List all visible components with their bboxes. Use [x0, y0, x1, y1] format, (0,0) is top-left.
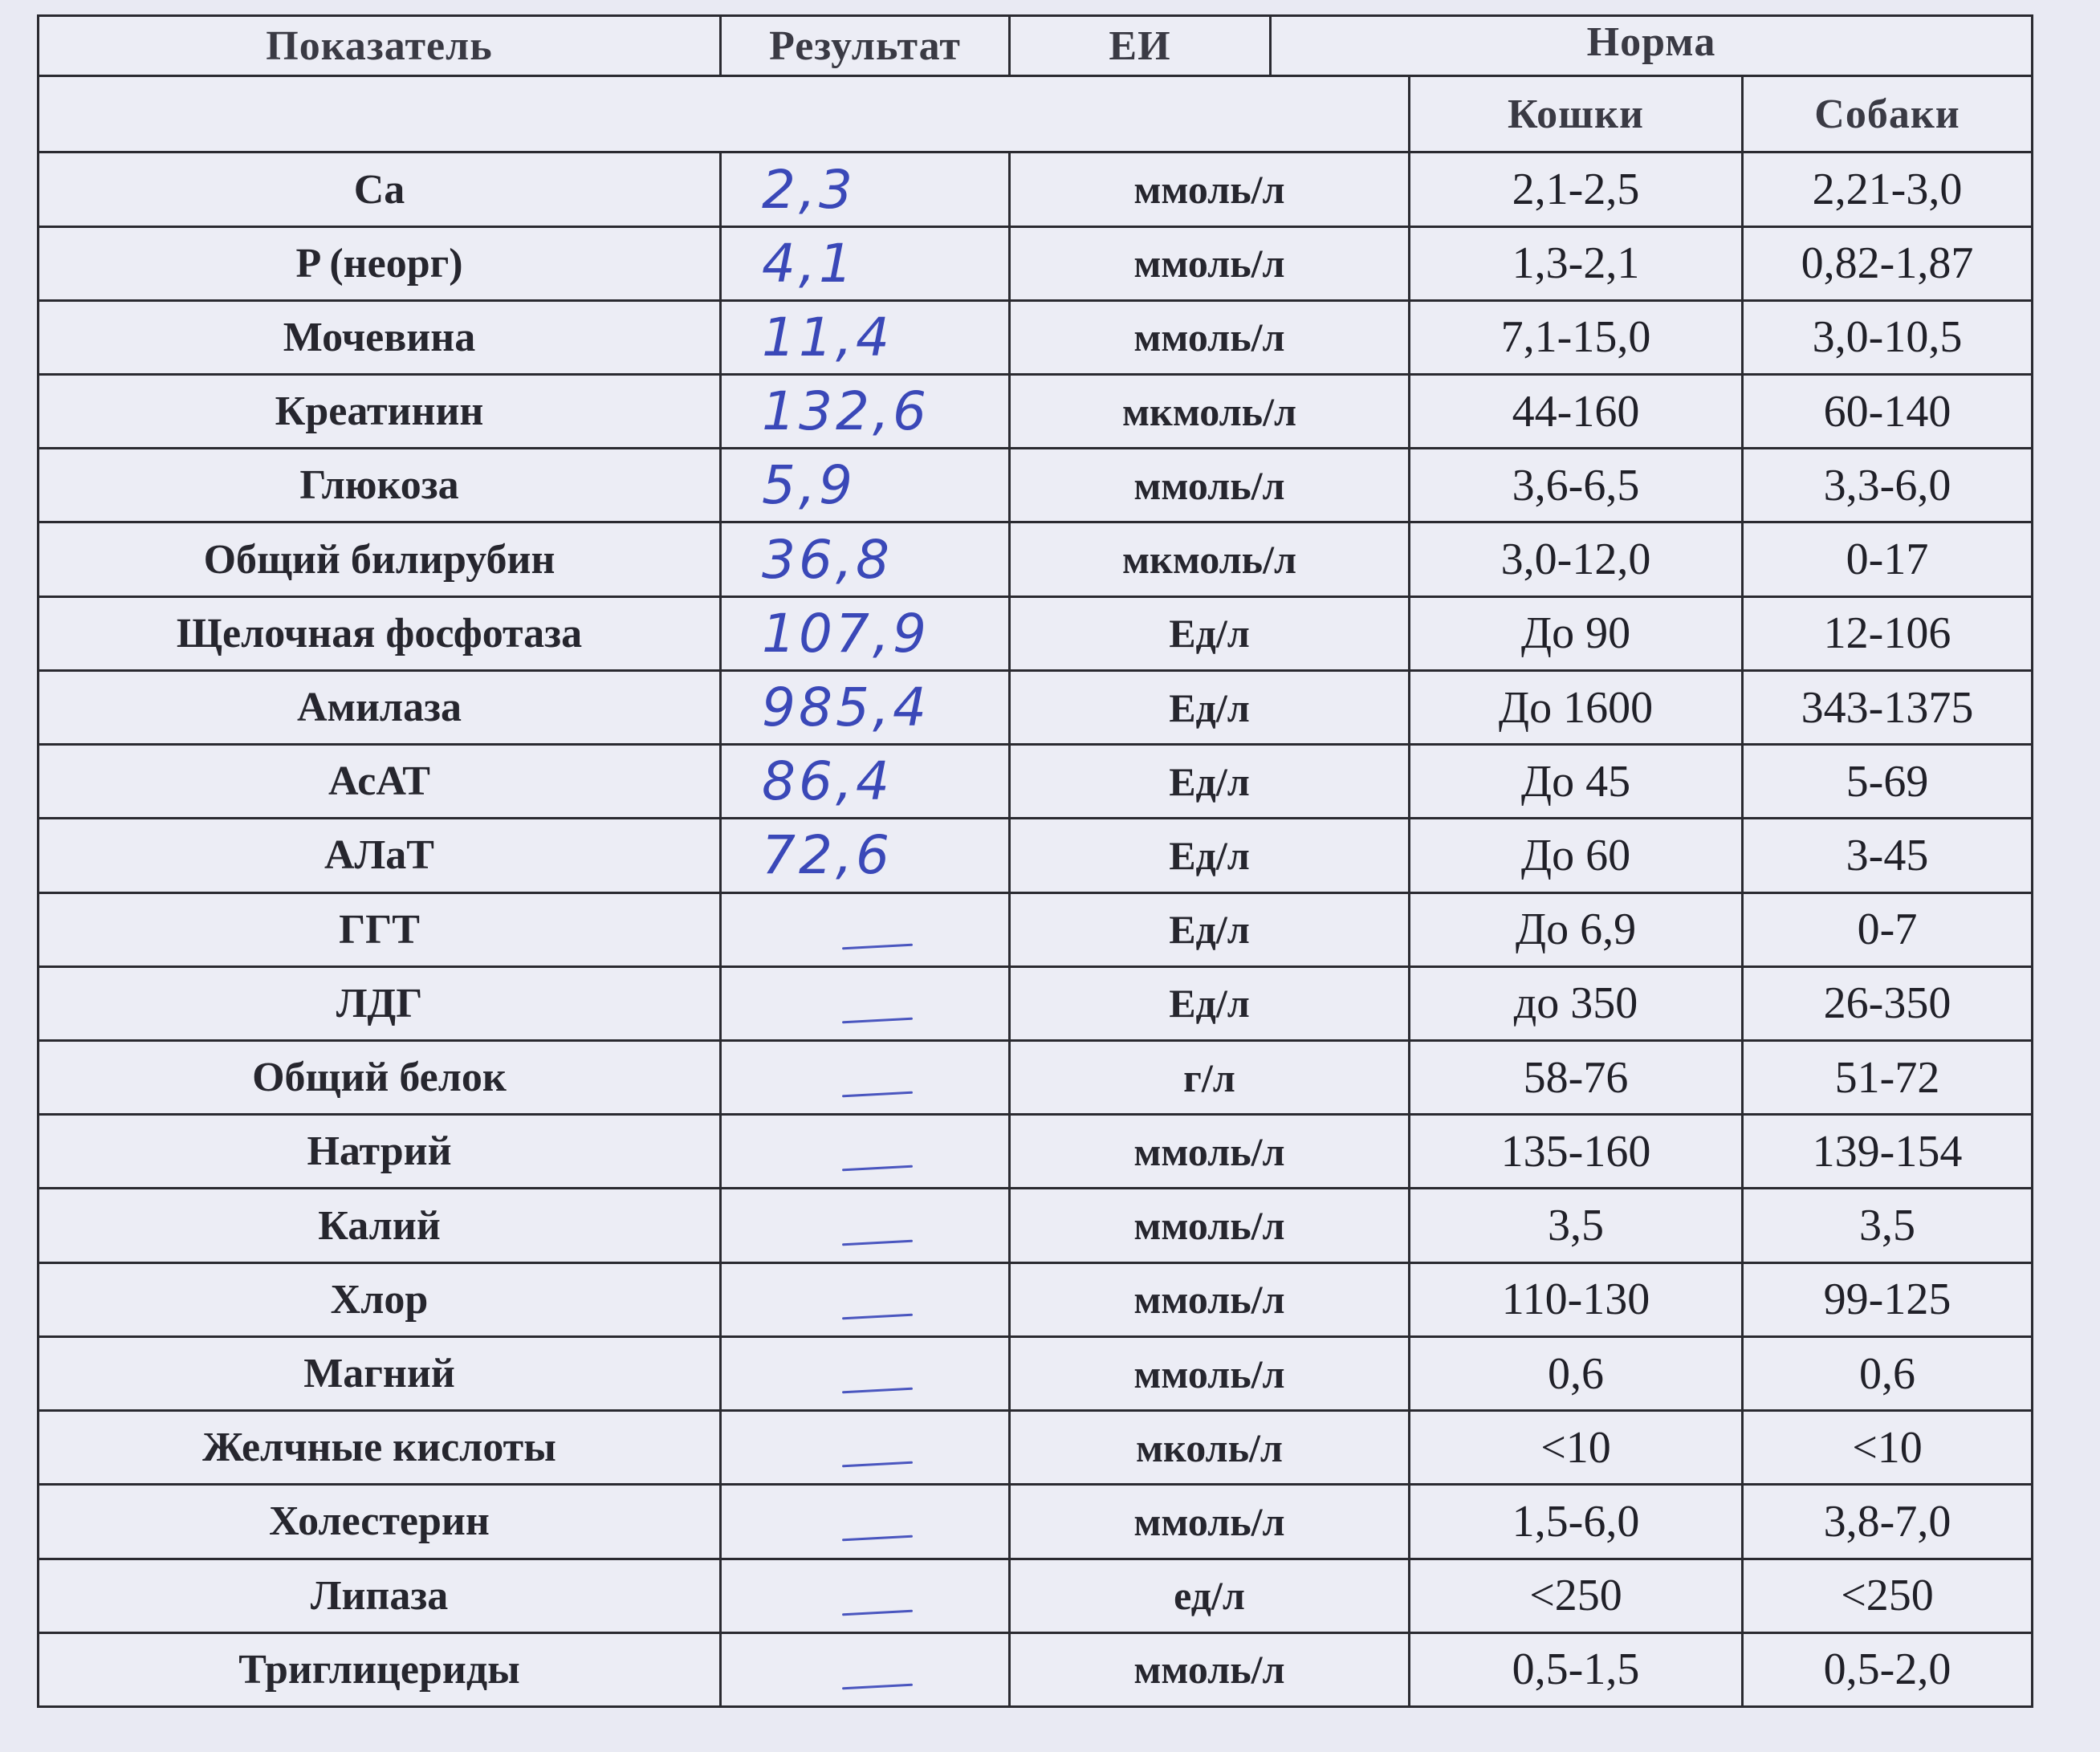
- unit-value: Ед/л: [1010, 892, 1410, 966]
- table-row: [39, 522, 2033, 596]
- result-value: [721, 1632, 1010, 1706]
- table-row: [39, 1336, 2033, 1410]
- result-value: [721, 966, 1010, 1040]
- result-value: [721, 1559, 1010, 1632]
- norm-dogs-value: 99-125: [1743, 1262, 2033, 1336]
- result-value: [721, 1041, 1010, 1115]
- indicator-name: P (неорг): [39, 226, 721, 300]
- unit-value: ммоль/л: [1010, 1485, 1410, 1559]
- norm-dogs-value: <10: [1743, 1411, 2033, 1485]
- unit-value: ммоль/л: [1010, 1632, 1410, 1706]
- empty-result-dash: [842, 1239, 913, 1246]
- result-value: 5,9: [721, 449, 1010, 522]
- result-value: [721, 1189, 1010, 1262]
- table-row: [39, 1411, 2033, 1485]
- lab-results-sheet: [37, 14, 2031, 1708]
- table-row: [39, 1559, 2033, 1632]
- table-row: [39, 152, 2033, 226]
- table-row: [39, 1485, 2033, 1559]
- empty-result-dash: [842, 1091, 913, 1098]
- norm-dogs-value: 343-1375: [1743, 670, 2033, 744]
- result-value: 86,4: [721, 745, 1010, 819]
- header-indicator: Показатель: [39, 16, 721, 76]
- indicator-name: Ca: [39, 152, 721, 226]
- indicator-name: Глюкоза: [39, 449, 721, 522]
- norm-dogs-value: 3-45: [1743, 819, 2033, 892]
- norm-cats-value: 7,1-15,0: [1410, 300, 1743, 374]
- table-row: [39, 892, 2033, 966]
- table-row: [39, 1115, 2033, 1189]
- unit-value: ммоль/л: [1010, 300, 1410, 374]
- norm-cats-value: До 1600: [1410, 670, 1743, 744]
- indicator-name: АЛаТ: [39, 819, 721, 892]
- header-cats: Кошки: [1410, 76, 1743, 152]
- norm-dogs-value: 51-72: [1743, 1041, 2033, 1115]
- subheader-row: [39, 76, 2033, 152]
- norm-cats-value: до 350: [1410, 966, 1743, 1040]
- norm-dogs-value: 139-154: [1743, 1115, 2033, 1189]
- biochemistry-table: [37, 14, 2033, 1708]
- indicator-name: Мочевина: [39, 300, 721, 374]
- norm-dogs-value: 3,3-6,0: [1743, 449, 2033, 522]
- result-value: [721, 1485, 1010, 1559]
- norm-dogs-value: 0-17: [1743, 522, 2033, 596]
- norm-dogs-value: 0,5-2,0: [1743, 1632, 2033, 1706]
- unit-value: ммоль/л: [1010, 449, 1410, 522]
- result-value: 107,9: [721, 596, 1010, 670]
- unit-value: Ед/л: [1010, 745, 1410, 819]
- table-row: [39, 1041, 2033, 1115]
- norm-dogs-value: <250: [1743, 1559, 2033, 1632]
- unit-value: Ед/л: [1010, 670, 1410, 744]
- unit-value: ммоль/л: [1010, 1115, 1410, 1189]
- norm-cats-value: До 45: [1410, 745, 1743, 819]
- result-value: 985,4: [721, 670, 1010, 744]
- norm-dogs-value: 5-69: [1743, 745, 2033, 819]
- unit-value: ммоль/л: [1010, 152, 1410, 226]
- table-row: [39, 226, 2033, 300]
- result-value: 11,4: [721, 300, 1010, 374]
- empty-result-dash: [842, 1313, 913, 1319]
- header-norm: Норма: [1271, 16, 2033, 76]
- header-dogs: Собаки: [1743, 76, 2033, 152]
- table-row: [39, 300, 2033, 374]
- norm-dogs-value: 3,8-7,0: [1743, 1485, 2033, 1559]
- indicator-name: Натрий: [39, 1115, 721, 1189]
- table-row: [39, 596, 2033, 670]
- unit-value: ммоль/л: [1010, 1189, 1410, 1262]
- norm-cats-value: 135-160: [1410, 1115, 1743, 1189]
- table-row: [39, 449, 2033, 522]
- norm-cats-value: 3,0-12,0: [1410, 522, 1743, 596]
- norm-dogs-value: 0,82-1,87: [1743, 226, 2033, 300]
- result-value: [721, 1411, 1010, 1485]
- empty-result-dash: [842, 1461, 913, 1468]
- empty-result-dash: [842, 943, 913, 949]
- norm-cats-value: До 6,9: [1410, 892, 1743, 966]
- header-unit: ЕИ: [1010, 16, 1271, 76]
- result-value: 72,6: [721, 819, 1010, 892]
- norm-cats-value: 2,1-2,5: [1410, 152, 1743, 226]
- norm-cats-value: 3,6-6,5: [1410, 449, 1743, 522]
- result-value: 2,3: [721, 152, 1010, 226]
- indicator-name: Триглицериды: [39, 1632, 721, 1706]
- norm-cats-value: <10: [1410, 1411, 1743, 1485]
- norm-cats-value: До 90: [1410, 596, 1743, 670]
- indicator-name: Хлор: [39, 1262, 721, 1336]
- indicator-name: Холестерин: [39, 1485, 721, 1559]
- table-row: [39, 670, 2033, 744]
- norm-cats-value: 1,5-6,0: [1410, 1485, 1743, 1559]
- unit-value: мкмоль/л: [1010, 375, 1410, 449]
- table-row: [39, 1632, 2033, 1706]
- indicator-name: Желчные кислоты: [39, 1411, 721, 1485]
- norm-dogs-value: 2,21-3,0: [1743, 152, 2033, 226]
- unit-value: ед/л: [1010, 1559, 1410, 1632]
- unit-value: ммоль/л: [1010, 1262, 1410, 1336]
- header-result: Результат: [721, 16, 1010, 76]
- table-row: [39, 966, 2033, 1040]
- result-value: 132,6: [721, 375, 1010, 449]
- empty-result-dash: [842, 1388, 913, 1394]
- table-row: [39, 375, 2033, 449]
- result-value: [721, 1115, 1010, 1189]
- norm-cats-value: <250: [1410, 1559, 1743, 1632]
- result-value: [721, 1262, 1010, 1336]
- unit-value: ммоль/л: [1010, 226, 1410, 300]
- empty-result-dash: [842, 1165, 913, 1172]
- norm-cats-value: 0,5-1,5: [1410, 1632, 1743, 1706]
- result-value: [721, 892, 1010, 966]
- norm-cats-value: До 60: [1410, 819, 1743, 892]
- table-row: [39, 1189, 2033, 1262]
- norm-cats-value: 0,6: [1410, 1336, 1743, 1410]
- indicator-name: Амилаза: [39, 670, 721, 744]
- indicator-name: Калий: [39, 1189, 721, 1262]
- empty-result-dash: [842, 1684, 913, 1690]
- empty-result-dash: [842, 1535, 913, 1542]
- empty-result-dash: [842, 1018, 913, 1024]
- norm-cats-value: 110-130: [1410, 1262, 1743, 1336]
- table-row: [39, 1262, 2033, 1336]
- unit-value: мкмоль/л: [1010, 522, 1410, 596]
- indicator-name: Магний: [39, 1336, 721, 1410]
- indicator-name: Общий белок: [39, 1041, 721, 1115]
- norm-dogs-value: 0,6: [1743, 1336, 2033, 1410]
- indicator-name: ГГТ: [39, 892, 721, 966]
- unit-value: мколь/л: [1010, 1411, 1410, 1485]
- subheader-blank: [39, 76, 1410, 152]
- unit-value: Ед/л: [1010, 819, 1410, 892]
- table-row: [39, 745, 2033, 819]
- norm-cats-value: 58-76: [1410, 1041, 1743, 1115]
- norm-dogs-value: 0-7: [1743, 892, 2033, 966]
- result-value: [721, 1336, 1010, 1410]
- indicator-name: АсАТ: [39, 745, 721, 819]
- norm-dogs-value: 12-106: [1743, 596, 2033, 670]
- indicator-name: Липаза: [39, 1559, 721, 1632]
- norm-dogs-value: 26-350: [1743, 966, 2033, 1040]
- unit-value: Ед/л: [1010, 596, 1410, 670]
- norm-dogs-value: 60-140: [1743, 375, 2033, 449]
- result-value: 4,1: [721, 226, 1010, 300]
- norm-cats-value: 1,3-2,1: [1410, 226, 1743, 300]
- result-value: 36,8: [721, 522, 1010, 596]
- header-row: [39, 16, 2033, 76]
- unit-value: ммоль/л: [1010, 1336, 1410, 1410]
- norm-cats-value: 3,5: [1410, 1189, 1743, 1262]
- empty-result-dash: [842, 1609, 913, 1616]
- indicator-name: Креатинин: [39, 375, 721, 449]
- indicator-name: Общий билирубин: [39, 522, 721, 596]
- table-row: [39, 819, 2033, 892]
- unit-value: г/л: [1010, 1041, 1410, 1115]
- norm-dogs-value: 3,5: [1743, 1189, 2033, 1262]
- norm-cats-value: 44-160: [1410, 375, 1743, 449]
- norm-dogs-value: 3,0-10,5: [1743, 300, 2033, 374]
- indicator-name: Щелочная фосфотаза: [39, 596, 721, 670]
- unit-value: Ед/л: [1010, 966, 1410, 1040]
- indicator-name: ЛДГ: [39, 966, 721, 1040]
